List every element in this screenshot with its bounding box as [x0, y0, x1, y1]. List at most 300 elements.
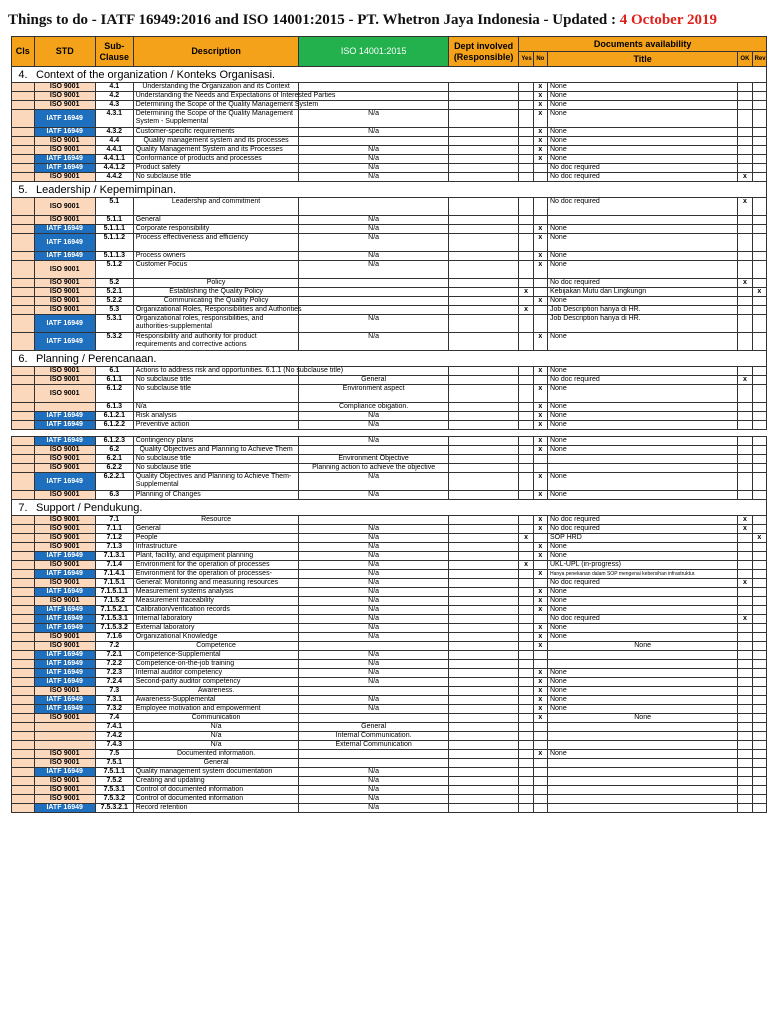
ok-check	[738, 367, 752, 376]
doc-title	[547, 786, 737, 795]
description: Policy	[133, 279, 299, 288]
sub-clause: 7.4.1	[95, 723, 133, 732]
cls-cell	[12, 606, 35, 615]
ok-check	[738, 570, 752, 579]
doc-title	[547, 660, 737, 669]
doc-title: None	[547, 642, 737, 651]
no-check: x	[533, 570, 547, 579]
yes-check	[519, 795, 533, 804]
no-check	[533, 732, 547, 741]
rev-check	[752, 570, 766, 579]
col-cls: Cls	[12, 37, 35, 67]
sub-clause: 5.3	[95, 306, 133, 315]
yes-check	[519, 723, 533, 732]
std-badge: ISO 9001	[34, 261, 95, 279]
yes-check: x	[519, 561, 533, 570]
ok-check	[738, 137, 752, 146]
yes-check	[519, 261, 533, 279]
doc-title: None	[547, 261, 737, 279]
rev-check	[752, 759, 766, 768]
description: Quality Objectives and Planning to Achieve Them	[133, 446, 299, 455]
rev-check	[752, 92, 766, 101]
yes-check	[519, 279, 533, 288]
rev-check	[752, 297, 766, 306]
ok-check	[738, 473, 752, 491]
sub-clause: 7.4.2	[95, 732, 133, 741]
doc-title: No doc required	[547, 164, 737, 173]
description: Measurement systems analysis	[133, 588, 299, 597]
yes-check	[519, 376, 533, 385]
cls-cell	[12, 687, 35, 696]
yes-check	[519, 446, 533, 455]
std-badge: IATF 16949	[34, 234, 95, 252]
title-date: 4 October 2019	[619, 12, 717, 28]
doc-title: None	[547, 412, 737, 421]
rev-check	[752, 446, 766, 455]
table-row	[12, 403, 767, 412]
sub-clause: 5.3.2	[95, 333, 133, 351]
std-badge: ISO 9001	[34, 561, 95, 570]
yes-check	[519, 367, 533, 376]
yes-check	[519, 333, 533, 351]
rev-check	[752, 615, 766, 624]
std-badge: IATF 16949	[34, 705, 95, 714]
ok-check	[738, 491, 752, 500]
rev-check	[752, 101, 766, 110]
sub-clause: 4.4.1	[95, 146, 133, 155]
doc-title	[547, 768, 737, 777]
sub-clause: 7.1.4	[95, 561, 133, 570]
sub-clause: 7.3.2	[95, 705, 133, 714]
std-badge: IATF 16949	[34, 128, 95, 137]
description: Quality Objectives and Planning to Achieve Them-Supplemental	[133, 473, 299, 491]
description: Control of documented information	[133, 795, 299, 804]
description: General: Monitoring and measuring resources	[133, 579, 299, 588]
yes-check	[519, 570, 533, 579]
dept-cell	[448, 741, 519, 750]
iso14001-value	[299, 687, 448, 696]
doc-title: None	[547, 128, 737, 137]
dept-cell	[448, 297, 519, 306]
sub-clause: 5.1.1.1	[95, 225, 133, 234]
description: Competence	[133, 642, 299, 651]
ok-check	[738, 437, 752, 446]
ok-check	[738, 597, 752, 606]
description: External laboratory	[133, 624, 299, 633]
yes-check	[519, 615, 533, 624]
iso14001-value: N/a	[299, 678, 448, 687]
doc-title: SOP HRD	[547, 534, 737, 543]
cls-cell	[12, 137, 35, 146]
section-number: 4.	[12, 67, 35, 83]
ok-check	[738, 660, 752, 669]
cls-cell	[12, 804, 35, 813]
doc-title: None	[547, 333, 737, 351]
dept-cell	[448, 288, 519, 297]
cls-cell	[12, 534, 35, 543]
dept-cell	[448, 714, 519, 723]
iso14001-value: N/a	[299, 155, 448, 164]
iso14001-value: N/a	[299, 110, 448, 128]
rev-check	[752, 403, 766, 412]
table-row	[12, 333, 767, 351]
table-row	[12, 759, 767, 768]
yes-check	[519, 804, 533, 813]
no-check	[533, 464, 547, 473]
cls-cell	[12, 164, 35, 173]
dept-cell	[448, 579, 519, 588]
std-badge: ISO 9001	[34, 534, 95, 543]
rev-check	[752, 491, 766, 500]
ok-check	[738, 92, 752, 101]
rev-check	[752, 315, 766, 333]
cls-cell	[12, 750, 35, 759]
rev-check: x	[752, 534, 766, 543]
doc-title: None	[547, 234, 737, 252]
table-row	[12, 804, 767, 813]
yes-check	[519, 786, 533, 795]
std-badge: IATF 16949	[34, 333, 95, 351]
yes-check	[519, 252, 533, 261]
rev-check	[752, 252, 766, 261]
cls-cell	[12, 333, 35, 351]
sub-clause: 7.3.1	[95, 696, 133, 705]
dept-cell	[448, 421, 519, 430]
rev-check	[752, 385, 766, 403]
yes-check	[519, 552, 533, 561]
yes-check	[519, 234, 533, 252]
cls-cell	[12, 367, 35, 376]
description: Communication	[133, 714, 299, 723]
cls-cell	[12, 561, 35, 570]
sub-clause: 7.1.5.3.2	[95, 624, 133, 633]
std-badge: IATF 16949	[34, 421, 95, 430]
rev-check	[752, 516, 766, 525]
sub-clause: 7.5.3.1	[95, 786, 133, 795]
cls-cell	[12, 624, 35, 633]
description: No subclause title	[133, 173, 299, 182]
ok-check	[738, 768, 752, 777]
cls-cell	[12, 777, 35, 786]
description: Communicating the Quality Policy	[133, 297, 299, 306]
no-check	[533, 768, 547, 777]
iso14001-value: N/a	[299, 660, 448, 669]
dept-cell	[448, 624, 519, 633]
cls-cell	[12, 261, 35, 279]
description: Control of documented information	[133, 786, 299, 795]
rev-check	[752, 421, 766, 430]
no-check	[533, 534, 547, 543]
description: Calibration/verification records	[133, 606, 299, 615]
doc-title: No doc required	[547, 376, 737, 385]
iso14001-value: N/a	[299, 804, 448, 813]
table-row	[12, 615, 767, 624]
table-row	[12, 437, 767, 446]
doc-title: No doc required	[547, 615, 737, 624]
ok-check	[738, 421, 752, 430]
yes-check	[519, 543, 533, 552]
rev-check	[752, 164, 766, 173]
description: Understanding the Needs and Expectations of Interested Parties	[133, 92, 299, 101]
no-check	[533, 216, 547, 225]
table-row	[12, 234, 767, 252]
std-badge: IATF 16949	[34, 412, 95, 421]
sub-clause: 6.2	[95, 446, 133, 455]
cls-cell	[12, 376, 35, 385]
yes-check	[519, 421, 533, 430]
sub-clause: 7.5.1	[95, 759, 133, 768]
sub-clause: 7.1.2	[95, 534, 133, 543]
sub-clause: 7.5.3.2	[95, 795, 133, 804]
table-row	[12, 110, 767, 128]
table-row	[12, 651, 767, 660]
std-badge: IATF 16949	[34, 768, 95, 777]
iso14001-value: N/a	[299, 786, 448, 795]
description: Determining the Scope of the Quality Management System - Supplemental	[133, 110, 299, 128]
dept-cell	[448, 92, 519, 101]
no-check: x	[533, 385, 547, 403]
rev-check	[752, 777, 766, 786]
doc-title: None	[547, 473, 737, 491]
table-row	[12, 750, 767, 759]
sub-clause: 7.1.6	[95, 633, 133, 642]
iso14001-value: N/a	[299, 525, 448, 534]
description: No subclause title	[133, 455, 299, 464]
table-row	[12, 534, 767, 543]
sub-clause: 5.2.1	[95, 288, 133, 297]
sub-clause: 6.1.2.1	[95, 412, 133, 421]
dept-cell	[448, 642, 519, 651]
yes-check	[519, 597, 533, 606]
std-badge: ISO 9001	[34, 446, 95, 455]
doc-title: Job Description hanya di HR.	[547, 315, 737, 333]
rev-check	[752, 525, 766, 534]
sub-clause: 5.1.1.3	[95, 252, 133, 261]
sub-clause: 5.3.1	[95, 315, 133, 333]
doc-title: None	[547, 687, 737, 696]
description: N/a	[133, 723, 299, 732]
std-badge: ISO 9001	[34, 83, 95, 92]
dept-cell	[448, 376, 519, 385]
doc-title: None	[547, 696, 737, 705]
std-badge: ISO 9001	[34, 297, 95, 306]
table-row	[12, 446, 767, 455]
description: Risk analysis	[133, 412, 299, 421]
std-badge: ISO 9001	[34, 750, 95, 759]
doc-title: No doc required	[547, 525, 737, 534]
std-badge: IATF 16949	[34, 624, 95, 633]
section-header	[12, 500, 767, 516]
description: Quality management system and its processes	[133, 137, 299, 146]
yes-check	[519, 759, 533, 768]
no-check: x	[533, 624, 547, 633]
cls-cell	[12, 83, 35, 92]
rev-check	[752, 137, 766, 146]
std-badge: IATF 16949	[34, 696, 95, 705]
iso14001-value: N/a	[299, 579, 448, 588]
ok-check: x	[738, 198, 752, 216]
no-check: x	[533, 696, 547, 705]
cls-cell	[12, 446, 35, 455]
std-badge: ISO 9001	[34, 633, 95, 642]
std-badge: ISO 9001	[34, 525, 95, 534]
yes-check	[519, 473, 533, 491]
iso14001-value	[299, 101, 448, 110]
no-check: x	[533, 128, 547, 137]
table-row	[12, 216, 767, 225]
std-badge: ISO 9001	[34, 759, 95, 768]
rev-check	[752, 723, 766, 732]
dept-cell	[448, 234, 519, 252]
col-no: No	[533, 52, 547, 67]
table-row	[12, 516, 767, 525]
ok-check	[738, 333, 752, 351]
dept-cell	[448, 516, 519, 525]
std-badge	[34, 741, 95, 750]
sub-clause: 7.2	[95, 642, 133, 651]
no-check: x	[533, 137, 547, 146]
rev-check	[752, 687, 766, 696]
std-badge: IATF 16949	[34, 315, 95, 333]
sub-clause: 6.1	[95, 367, 133, 376]
yes-check	[519, 732, 533, 741]
doc-title	[547, 741, 737, 750]
cls-cell	[12, 146, 35, 155]
cls-cell	[12, 385, 35, 403]
table-row	[12, 561, 767, 570]
no-check: x	[533, 588, 547, 597]
description: General	[133, 759, 299, 768]
std-badge: ISO 9001	[34, 101, 95, 110]
dept-cell	[448, 128, 519, 137]
description: N/a	[133, 403, 299, 412]
iso14001-value	[299, 516, 448, 525]
table-row	[12, 367, 767, 376]
dept-cell	[448, 146, 519, 155]
iso14001-value: External Communication	[299, 741, 448, 750]
cls-cell	[12, 297, 35, 306]
doc-title	[547, 759, 737, 768]
col-std: STD	[34, 37, 95, 67]
iso14001-value	[299, 759, 448, 768]
rev-check	[752, 437, 766, 446]
no-check	[533, 164, 547, 173]
std-badge: IATF 16949	[34, 588, 95, 597]
dept-cell	[448, 543, 519, 552]
no-check	[533, 741, 547, 750]
rev-check	[752, 128, 766, 137]
table-row	[12, 376, 767, 385]
std-badge: ISO 9001	[34, 464, 95, 473]
dept-cell	[448, 777, 519, 786]
yes-check	[519, 687, 533, 696]
table-row	[12, 315, 767, 333]
ok-check: x	[738, 525, 752, 534]
rev-check	[752, 696, 766, 705]
ok-check	[738, 403, 752, 412]
table-row	[12, 705, 767, 714]
table-row	[12, 723, 767, 732]
ok-check	[738, 678, 752, 687]
doc-title: None	[547, 606, 737, 615]
cls-cell	[12, 786, 35, 795]
iso14001-value	[299, 750, 448, 759]
sub-clause: 7.2.2	[95, 660, 133, 669]
doc-title: No doc required	[547, 579, 737, 588]
dept-cell	[448, 534, 519, 543]
sub-clause: 7.3	[95, 687, 133, 696]
cls-cell	[12, 128, 35, 137]
ok-check	[738, 723, 752, 732]
std-badge: ISO 9001	[34, 198, 95, 216]
yes-check	[519, 155, 533, 164]
sub-clause: 7.1.5.1	[95, 579, 133, 588]
iso14001-value: N/a	[299, 561, 448, 570]
iso14001-value: N/a	[299, 588, 448, 597]
cls-cell	[12, 306, 35, 315]
yes-check	[519, 777, 533, 786]
yes-check	[519, 516, 533, 525]
no-check	[533, 376, 547, 385]
dept-cell	[448, 252, 519, 261]
table-row	[12, 570, 767, 579]
dept-cell	[448, 768, 519, 777]
gap-cell	[12, 430, 767, 437]
sub-clause: 6.1.2.2	[95, 421, 133, 430]
yes-check	[519, 660, 533, 669]
ok-check	[738, 261, 752, 279]
table-row	[12, 768, 767, 777]
cls-cell	[12, 198, 35, 216]
dept-cell	[448, 786, 519, 795]
ok-check	[738, 642, 752, 651]
page-title	[8, 12, 717, 29]
cls-cell	[12, 92, 35, 101]
dept-cell	[448, 660, 519, 669]
cls-cell	[12, 651, 35, 660]
ok-check	[738, 455, 752, 464]
description: Environment for the operation of processes-	[133, 570, 299, 579]
sub-clause: 7.4.3	[95, 741, 133, 750]
cls-cell	[12, 768, 35, 777]
description: Creating and updating	[133, 777, 299, 786]
iso14001-value	[299, 446, 448, 455]
doc-title: None	[547, 597, 737, 606]
yes-check	[519, 624, 533, 633]
yes-check	[519, 696, 533, 705]
section-number: 7.	[12, 500, 35, 516]
rev-check	[752, 597, 766, 606]
ok-check	[738, 759, 752, 768]
iso14001-value: N/a	[299, 795, 448, 804]
sub-clause: 4.3	[95, 101, 133, 110]
things-to-do-table	[11, 36, 767, 813]
col-title: Title	[547, 52, 737, 67]
rev-check	[752, 473, 766, 491]
cls-cell	[12, 579, 35, 588]
std-badge: ISO 9001	[34, 714, 95, 723]
doc-title: No doc required	[547, 198, 737, 216]
ok-check	[738, 777, 752, 786]
yes-check	[519, 579, 533, 588]
col-description: Description	[133, 37, 299, 67]
dept-cell	[448, 101, 519, 110]
table-row	[12, 624, 767, 633]
std-badge: ISO 9001	[34, 306, 95, 315]
std-badge: ISO 9001	[34, 543, 95, 552]
yes-check	[519, 669, 533, 678]
yes-check	[519, 491, 533, 500]
